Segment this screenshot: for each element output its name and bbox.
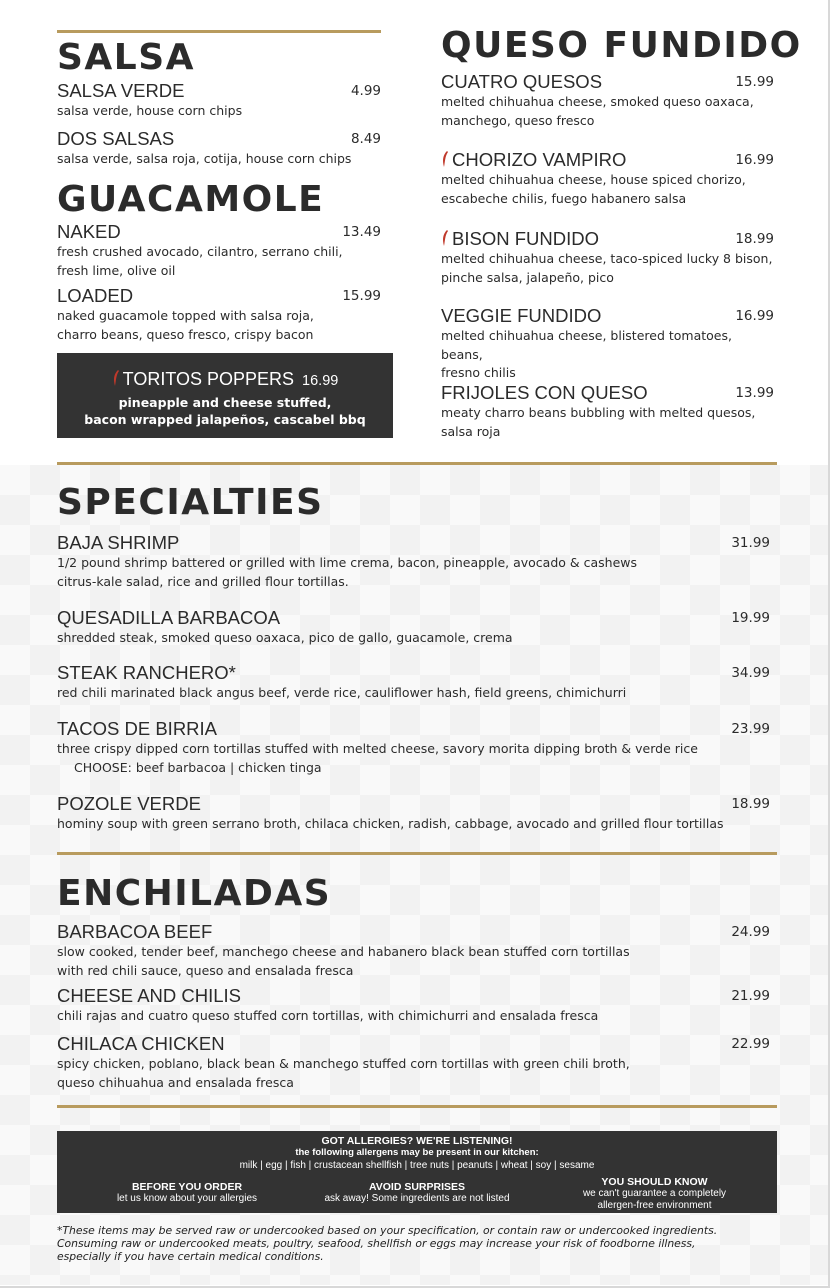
divider [57,30,381,33]
menu-item [441,228,774,287]
menu-item [57,128,381,169]
allergy-subtitle: the following allergens may be present in our kitchen: [295,1147,539,1158]
item-name: BARBACOA BEEF [57,921,213,942]
item-desc: queso chihuahua and ensalada fresca [57,1074,294,1090]
item-price: 8.49 [350,131,381,147]
allergy-column-title: YOU SHOULD KNOW [601,1176,708,1188]
disclaimer-line: *These items may be served raw or undercooked based on your specification, or contain raw or undercooked ingredients. [57,1224,718,1237]
item-desc: citrus-kale salad, rice and grilled flour tortillas. [57,573,349,589]
menu-item [57,985,770,1026]
disclaimer-line: Consuming raw or undercooked meats, poultry, seafood, shellfish or eggs may increase your risk of foodborne illness, [57,1237,696,1250]
item-desc: salsa roja [441,423,501,439]
item-desc: fresh lime, olive oil [57,262,176,278]
menu-item [57,532,770,591]
item-name: POZOLE VERDE [57,793,201,814]
item-desc: melted chihuahua cheese, taco-spiced lucky 8 bison, [441,251,773,266]
item-desc: manchego, queso fresco [441,112,595,128]
section-heading-enchiladas: ENCHILADAS [57,873,332,914]
item-desc: fresh crushed avocado, cilantro, serrano chili, [57,244,343,259]
item-desc: spicy chicken, poblano, black bean & manchego stuffed corn tortillas with green chili broth, [57,1056,630,1071]
allergy-column [87,1181,287,1205]
allergy-columns [57,1176,777,1211]
item-name: QUESADILLA BARBACOA [57,607,281,628]
item-name: CHORIZO VAMPIRO [452,149,627,170]
menu-item [57,607,770,648]
item-price: 24.99 [731,924,770,940]
item-desc: with red chili sauce, queso and ensalada fresca [57,962,354,978]
featured-item-box [57,353,393,438]
chili-pepper-icon [441,150,449,168]
item-price: 31.99 [731,535,770,551]
allergy-column [302,1181,532,1205]
item-desc: 1/2 pound shrimp battered or grilled with lime crema, bacon, pineapple, avocado & cashews [57,555,637,570]
item-price: 15.99 [342,288,381,304]
menu-item [57,662,770,703]
item-price: 4.99 [350,83,381,99]
menu-item [57,793,770,834]
section-heading-salsa: SALSA [57,37,196,78]
item-price: 15.99 [735,74,774,90]
item-desc: melted chihuahua cheese, smoked queso oaxaca, [441,94,754,109]
item-desc: charro beans, queso fresco, crispy bacon [57,326,314,342]
menu-item [441,305,774,383]
featured-item-name: TORITOS POPPERS [122,369,295,389]
item-desc: red chili marinated black angus beef, verde rice, cauliflower hash, field greens, chimichurri [57,685,627,700]
item-desc: pinche salsa, jalapeño, pico [441,269,614,285]
featured-item-desc [57,394,393,428]
item-name-row [441,149,774,171]
item-name: DOS SALSAS [57,128,175,149]
disclaimer-line: especially if you have certain medical conditions. [57,1250,324,1263]
menu-item [57,718,770,777]
item-price: 34.99 [731,665,770,681]
item-price: 23.99 [731,721,770,737]
allergy-column-text: allergen-free environment [597,1200,712,1211]
featured-item-title [57,369,393,390]
item-name: CHILACA CHICKEN [57,1033,225,1054]
allergy-column-text: we can't guarantee a completely [582,1188,727,1199]
menu-item [441,382,774,441]
raw-food-disclaimer [57,1224,777,1263]
item-name: BISON FUNDIDO [452,228,599,249]
item-price: 19.99 [731,610,770,626]
item-desc: salsa verde, salsa roja, cotija, house corn chips [57,151,352,166]
menu-item [441,71,774,130]
item-desc: escabeche chilis, fuego habanero salsa [441,190,687,206]
item-desc: melted chihuahua cheese, blistered tomatoes, beans, [441,328,732,362]
item-name: TACOS DE BIRRIA [57,718,218,739]
featured-item-price: 16.99 [302,373,339,389]
item-desc: slow cooked, tender beef, manchego cheese and habanero black bean stuffed corn tortillas [57,944,630,959]
divider [57,852,777,855]
item-desc: hominy soup with green serrano broth, chilaca chicken, radish, cabbage, avocado and grilled flour tortillas [57,816,724,831]
featured-item-desc-line: bacon wrapped jalapeños, cascabel bbq [84,412,366,427]
allergy-notice [57,1131,777,1213]
item-choice: CHOOSE: beef barbacoa | chicken tinga [74,759,322,775]
allergy-column-text: ask away! Some ingredients are not listed [324,1193,510,1204]
allergy-column-text: let us know about your allergies [116,1193,258,1204]
item-name: CHEESE AND CHILIS [57,985,242,1006]
section-heading-specialties: SPECIALTIES [57,482,324,523]
item-price: 22.99 [731,1036,770,1052]
item-desc: three crispy dipped corn tortillas stuffed with melted cheese, savory morita dipping broth & verde rice [57,741,698,756]
item-price: 16.99 [735,308,774,324]
menu-item [57,221,381,280]
allergen-list: milk | egg | fish | crustacean shellfish | tree nuts | peanuts | wheat | soy | sesame [239,1160,595,1171]
item-price: 21.99 [731,988,770,1004]
allergy-title: GOT ALLERGIES? WE'RE LISTENING! [321,1135,513,1147]
section-heading-queso-fundido: QUESO FUNDIDO [441,25,802,66]
menu-item [57,285,381,344]
allergy-column-title: AVOID SURPRISES [368,1181,466,1193]
menu-item [57,921,770,980]
item-name: VEGGIE FUNDIDO [441,305,602,326]
item-name-row [441,228,774,250]
item-name: BAJA SHRIMP [57,532,180,553]
chili-pepper-icon [441,229,449,247]
item-name: STEAK RANCHERO* [57,662,236,683]
menu-item [57,80,381,121]
menu-item [57,1033,770,1092]
item-name: SALSA VERDE [57,80,185,101]
section-heading-guacamole: GUACAMOLE [57,179,325,220]
item-desc: naked guacamole topped with salsa roja, [57,308,314,323]
item-desc: salsa verde, house corn chips [57,103,243,118]
featured-item-desc-line: pineapple and cheese stuffed, [118,395,332,410]
item-name: LOADED [57,285,134,306]
item-desc: meaty charro beans bubbling with melted quesos, [441,405,756,420]
item-desc: shredded steak, smoked queso oaxaca, pico de gallo, guacamole, crema [57,630,513,645]
chili-pepper-icon [112,369,120,387]
allergy-column-title: BEFORE YOU ORDER [131,1181,243,1193]
menu-item [441,149,774,208]
allergy-column [557,1176,752,1212]
item-price: 18.99 [735,231,774,247]
item-desc: chili rajas and cuatro queso stuffed corn tortillas, with chimichurri and ensalada fresca [57,1008,599,1023]
item-desc: melted chihuahua cheese, house spiced chorizo, [441,172,746,187]
divider [57,1105,777,1108]
item-name: FRIJOLES CON QUESO [441,382,648,403]
item-desc: fresno chilis [441,365,516,380]
item-price: 18.99 [731,796,770,812]
item-price: 16.99 [735,152,774,168]
item-name: CUATRO QUESOS [441,71,603,92]
item-name: NAKED [57,221,121,242]
divider [57,462,777,465]
item-price: 13.49 [342,224,381,240]
item-price: 13.99 [735,385,774,401]
